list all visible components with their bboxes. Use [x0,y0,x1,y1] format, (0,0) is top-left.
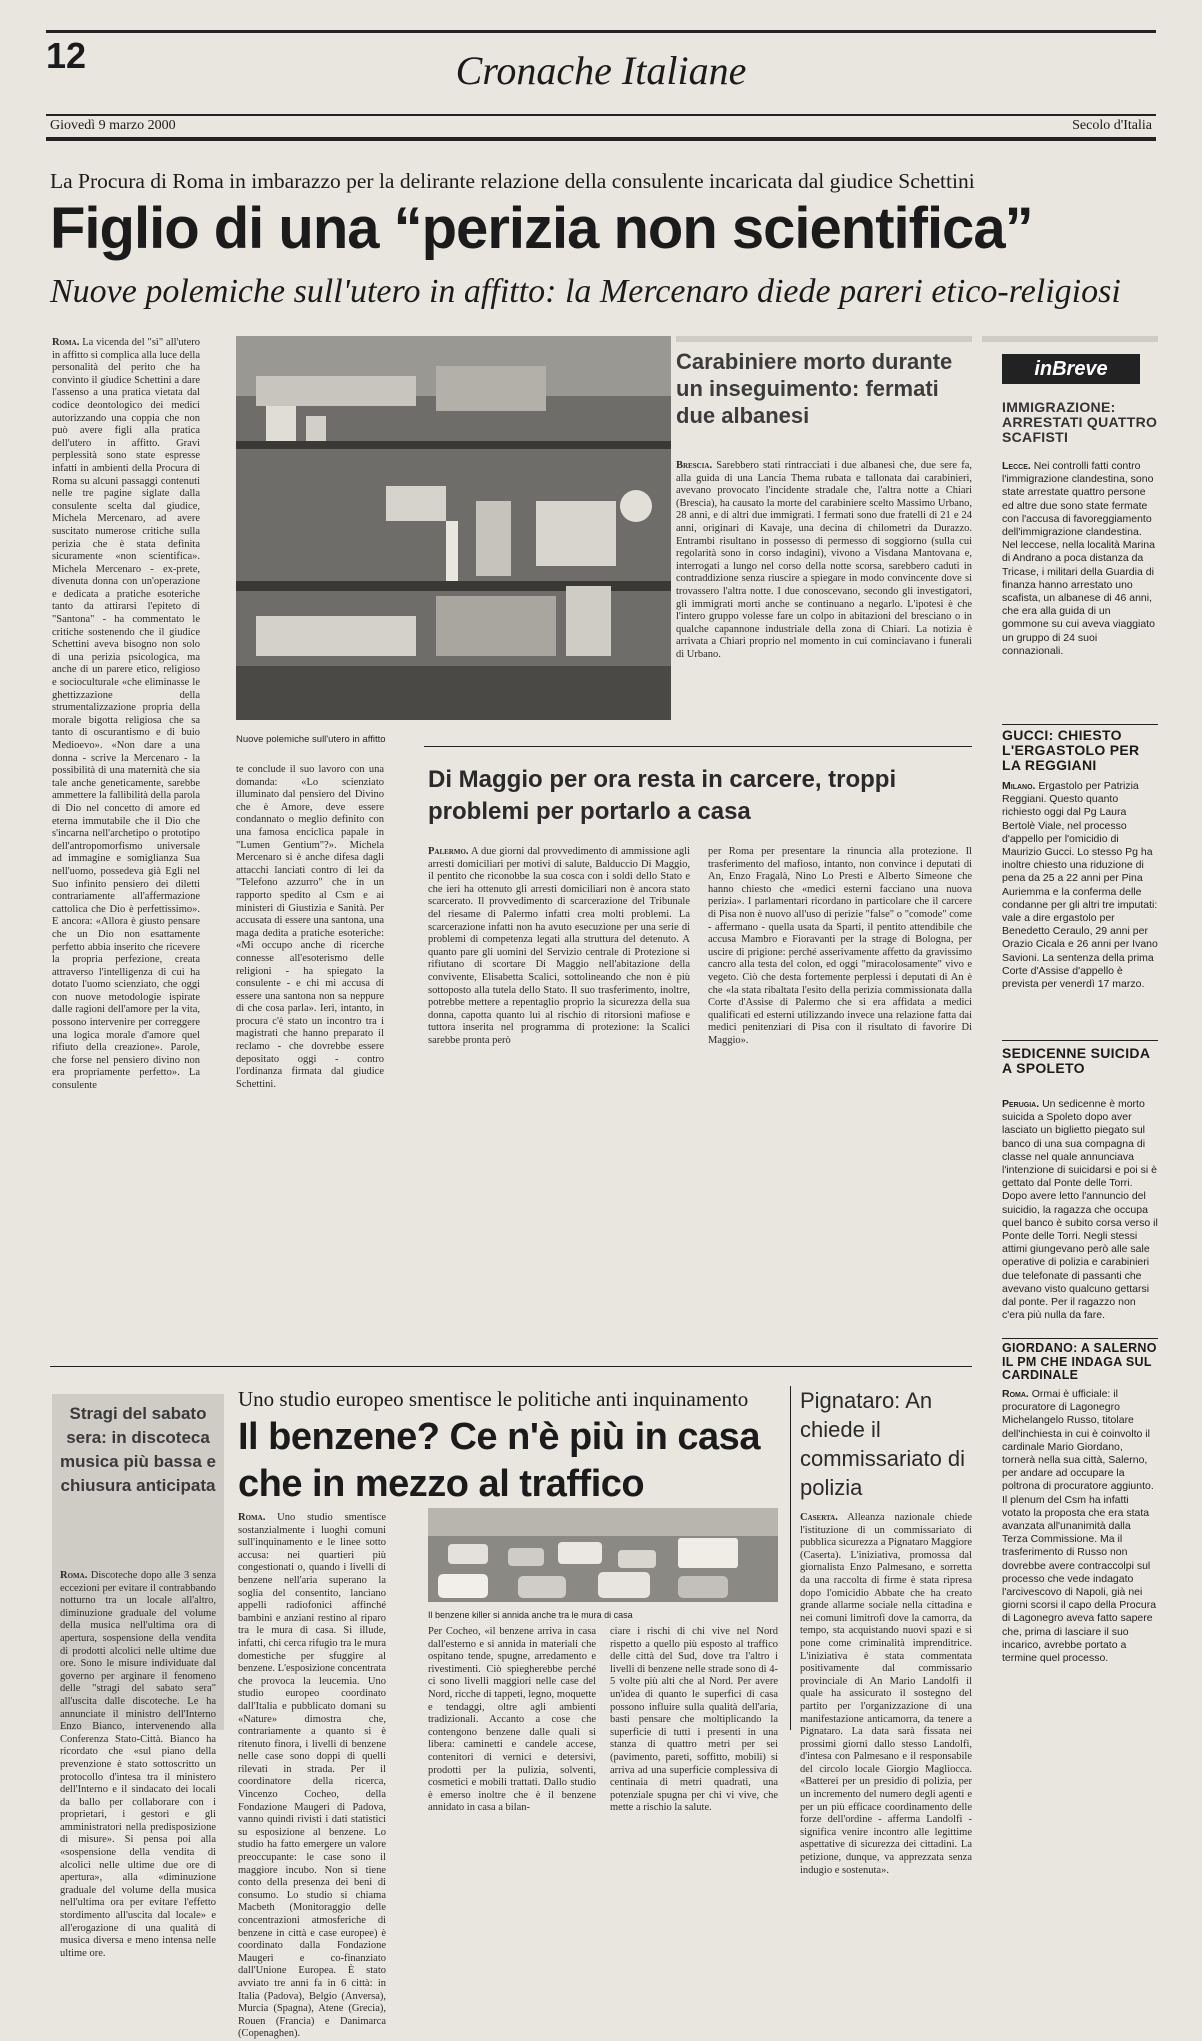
brief-title-3: SEDICENNE SUICIDA A SPOLETO [1002,1045,1150,1076]
lead-text-col1: La vicenda del "sì" all'utero in affitto si complica alla luce della personalità del perito che ha convinto il giudice Schettini a dare l'assenso a una pratica vietata dal codice deontologico dei medici autorizzando una coppia che non può avere figli alla pratica dell'utero in affitto. Gravi perplessità sono state espresse infatti in ambienti della Procura di Roma su alcuni passaggi contenuti nelle tre pagine siglate dalla consulente scelta dal giudice, Michela Mercenaro, ad avere suscitato numerose critiche sulla perizia che è stata definita sicuramente «non scientifica». Michela Mercenaro - ex-prete, divenuta donna con un'operazione e dedicata a pratiche esoteriche tanto da attirarsi l'epiteto di "Santona" - ha commentato le critiche sostenendo che il giudice Schettini aveva bisogno non solo di una perizia psicologica, ma anche di un parere etico, religioso e socioculturale «che eliminasse le ghettizzazione della strumentalizzazione propria della morale bigotta religiosa che sa tanto di oscurantismo e di buio Medioevo». «Non dare a una donna - scrive la Mercenaro - la possibilità di una maternità che sia tale anche geneticamente, sarebbe ammettere la fallibilità della parola di Dio nel concetto di amore ed eterna immutabile che il Dio che s'incarna nell'archetipo o prototipo dell'antropomorfismo universale ad immagine e somiglianza Sua nell'uomo, possedeva già Egli nel Suo infinito pensiero dei diletti contrariamente all'affermazione cattolica che Dio è perfettissimo». E ancora: «Allora è giusto pensare che un Dio non esattamente perfetto abbia inserito che ricevere la propria perfezione, creata attraverso l'intelligenza di cui ha dotato l'uomo scienziato, che oggi con nuove metodologie ispirate dalle ragioni dell'amore per la vita, possono intervenire per correggere una logica morale d'amore quel rifiuto della creazione». Parole, che forse nel pensiero divino non era propriamente perfetto». La consulente [52,337,200,1092]
issue-date: Giovedì 9 marzo 2000 [50,118,176,133]
benzene-photo-caption: Il benzene killer si annida anche tra le mura di casa [428,1610,633,1620]
masthead-rule [46,114,1156,116]
brief-dateline-4: Roma. [1002,1388,1029,1400]
brief-divider-2 [1002,1040,1158,1041]
masthead-bottom-rule [46,137,1156,141]
brief-divider-3 [1002,1338,1158,1339]
brief-divider-1 [1002,724,1158,725]
stragi-dateline: Roma. [60,1570,88,1581]
lead-photo [236,336,671,720]
inbreve-top-rule [982,336,1158,342]
brief-text-2: Ergastolo per Patrizia Reggiani. Questo quanto richiesto oggi dal Pg Laura Bertolè Viale, nel processo d'appello per l'omicidio di Maurizio Gucci. Lo stesso Pg ha inoltre chiesto una riduzione di pena da 25 a 22 anni per Pina Auriemma e la conferma delle condanne per gli altri tre imputati: vale a dire ergastolo per Benedetto Ceraulo, 29 anni per Orazio Cicala e 26 anni per Ivano Savioni. La sentenza della prima Corte d'Assise d'appello è prevista per venerdì 17 marzo. [1002,780,1158,991]
carabiniere-text: Sarebbero stati rintracciati i due albanesi che, due sere fa, alla guida di una Lancia Thema rubata e tallonata dai carabinieri, avevano provocato l'incidente stradale che, l'altra notte a Chiari (Brescia), ha causato la morte del carabiniere scelto Massimo Urbano, 28 anni, e di altri due immigrati. I fermati sono due fratelli di 21 e 24 anni, originari di Kavaje, una decina di chilometri da Durazzo. Entrambi risultano in possesso di permesso di soggiorno (sulla cui regolarità sono in corso indagini), vivono a Visdana Mantovana e, interrogati a lungo nel corso della notte scorsa, sarebbero caduti in contraddizione senza riuscire a spiegare in modo convincente dove si trovassero l'altra notte. I due conoscevano, secondo gli investigatori, gli immigrati morti anche se continuano a negarlo. L'ipotesi è che l'intero gruppo volesse fare un colpo in abitazioni del bresciano o in qualche capannone industriale della zona di Chiari. La notizia è arrivata a Chiari proprio nel momento in cui cominciavano i funerali di Urbano. [676,460,972,660]
traffic-photo [428,1508,778,1602]
pignataro-article [800,1512,973,1876]
benzene-text-col1: Uno studio smentisce sostanzialmente i luoghi comuni sull'inquinamento e le linee sotto accusa: nei quartieri più congestionati o, quando i livelli di benzene nell'aria superano la soglia del consentito, lanciano appelli radiofonici affinché bambini e anziani restino al riparo tra le mura di casa. Si illude, infatti, chi cerca rifugio tra le mura domestiche per sfuggire al benzene. L'esposizione concentrata che provoca la leucemia. Uno studio europeo coordinato dall'Italia e pubblicato domani su «Nature» dimostra che, contrariamente a quanto si è ritenuto finora, i livelli di benzene nelle case sono doppi di quelli rilevati in strada. Per il coordinatore della ricerca, Vincenzo Cocheo, della Fondazione Maugeri di Padova, vanno quindi rivisti i dati statistici su esposizione al benzene. Lo studio ha fatto emergere un valore preoccupante: le case sono il maggiore incubo. Non si tiene conto della presenza dei beni di consumo. Lo studio si chiama Macbeth (Monitoraggio delle concentrazioni atmosferiche di benzene in città e case europee) è coordinato dalla Fondazione Maugeri e co-finanziato dall'Unione Europea. È stato avviato tre anni fa in 6 città: in Italia (Padova), Belgio (Anversa), Murcia (Spagna), Atene (Grecia), Rouen (Francia) e Danimarca (Copenaghen). [238,1512,386,2040]
brief-title-2: GUCCI: CHIESTO L'ERGASTOLO PER LA REGGIANI [1002,727,1140,773]
benzene-article-col2 [428,1626,596,1814]
pignataro-dateline: Caserta. [800,1512,838,1523]
carabiniere-headline: Carabiniere morto durante un inseguimento: fermati due albanesi [676,349,953,428]
dimaggio-text-col1: A due giorni dal provvedimento di ammissione agli arresti domiciliari per motivi di salute, Balduccio Di Maggio, il pentito che riconobbe la sua cosca con i soldi dello Stato e che ieri ha ottenuto gli arresti domiciliari non è ancora stato scarcerato. Il provvedimento di scarcerazione del Tribunale del riesame di Palermo infatti crea molti problemi. La scarcerazione infatti non ha avuto esecuzione per una serie di problemi di competenza legati alla struttura del detenuto. A quanto pare gli uomini del Servizio centrale di Protezione si rifiutano di scortare Di Maggio nell'abitazione della convivente, Elisabetta Scalici, sottolineando che non è più sottoposto alla tutela dello Stato. Il suo trasferimento, inoltre, potrebbe mettere a repentaglio proprio la sicurezza della sua donna, capotta quanto lui al rischio di ritorsioni mafiose e tuttora inserita nel programma di protezione: la Scalici sarebbe pronta però [428,846,691,1046]
brief-title-4: GIORDANO: A SALERNO IL PM CHE INDAGA SUL CARDINALE [1002,1341,1157,1382]
benzene-headline: Il benzene? Ce n'è più in casa che in mezzo al traffico [238,1416,760,1505]
brief-article-2 [1002,780,1158,1030]
lead-article-col2 [236,764,384,1356]
benzene-text-col2: Per Cocheo, «il benzene arriva in casa dall'esterno e si annida in materiali che ospitano tende, spugne, arredamento e rivestimenti. Ciò spiegherebbe perché ci sono livelli maggiori nelle case del Nord, ricche di tappeti, legno, moquette e tendaggi, oltre agli ambienti tradizionali. Accanto a cose che contengono benzene dalle quali si libera: caminetti e candele accese, contenitori di vernici e detersivi, prodotti per la pulizia, solventi, cosmetici e mobili trattati. Dallo studio è emerso inoltre che è il benzene annidato in casa a bilan- [428,1626,596,1814]
benzene-dateline: Roma. [238,1512,266,1523]
pignataro-text: Alleanza nazionale chiede l'istituzione di un commissariato di pubblica sicurezza a Pignataro Maggiore (Caserta). L'iniziativa, promossa dal giornalista Enzo Palmesano, e sorretta da una raccolta di firme è stata ripresa dopo l'omicidio Abbate che ha creato grande allarme sociale nella cittadina e nei comuni limitrofi dove la camorra, da tempo, sta acquistando nuovi spazi e si pone come criminalità imprenditrice. L'iniziativa è stata commentata positivamente dal commissario provinciale di An Mario Landolfi il quale ha assicurato il sostegno del partito per l'organizzazione di una manifestazione anticamorra, da tenere a Pignataro. La data sarà fissata nei prossimi giorni dallo stesso Landolfi, d'intesa con Palmesano e il responsabile del circolo locale Giorgio Magliocca. «Batterei per un presidio di polizia, per un incremento del numero degli agenti e per un più efficace coordinamento delle forze dell'ordine - afferma Landolfi - significa venire incontro alle legittime aspettative di sicurezza dei cittadini. La petizione, dunque, va apprezzata senza indugio e sostenuta». [800,1512,973,1876]
brief-text-4: Ormai è ufficiale: il procuratore di Lagonegro Michelangelo Russo, titolare dell'inchiesta in cui è coinvolto il cardinale Mario Giordano, tornerà nella sua città, Salerno, per andare ad occupare la poltrona di procuratore aggiunto. Il plenum del Csm ha infatti votato la proposta che era stata avanzata all'unanimità dalla Terza Commissione. Ma il trasferimento di Russo non dovrebbe avere contraccolpi sul processo che vede indagato l'arcivescovo di Napoli, già nei giorni scorsi il capo della Procura di Lagonegro aveva fatto sapere che, prima di lasciare il suo incarico, avrebbe portato a termine quel processo. [1002,1388,1157,1665]
lead-kicker: La Procura di Roma in imbarazzo per la delirante relazione della consulente incaricata dal giudice Schettini [50,169,975,193]
brief-dateline-1: Lecce. [1002,460,1031,472]
dimaggio-article-col2 [708,846,972,1356]
pignataro-column-rule [790,1386,791,1730]
brief-dateline-2: Milano. [1002,780,1036,792]
newspaper-name: Secolo d'Italia [1072,118,1152,133]
lead-dateline: Roma. [52,337,80,348]
page-number: 12 [46,35,87,76]
carabiniere-dateline: Brescia. [676,460,713,471]
section-title: Cronache Italiane [455,48,747,93]
benzene-article-col1 [238,1512,386,2040]
brief-text-1: Nei controlli fatti contro l'immigrazione clandestina, sono state arrestate quattro persone ed altre due sono state fermate con l'accusa di favoreggiamento dell'immigrazione clandestina. Nel leccese, nella località Marina di Andrano a poca distanza da Tricase, i militari della Guardia di finanza hanno arrestato uno scafista, un albanese di 46 anni, che era alla guida di un gommone su cui aveva viaggiato un gruppo di 24 suoi connazionali. [1002,460,1155,657]
brief-article-1 [1002,460,1158,720]
dimaggio-article-col1 [428,846,690,1356]
top-rule [46,30,1156,33]
dimaggio-top-rule [424,746,972,747]
brief-dateline-3: Perugia. [1002,1098,1040,1110]
carabiniere-top-rule [676,336,972,342]
inbreve-logo: inBreve [1002,354,1140,384]
lower-section-rule [50,1366,972,1367]
benzene-kicker: Uno studio europeo smentisce le politiche anti inquinamento [238,1387,749,1411]
lead-photo-caption: Nuove polemiche sull'utero in affitto [236,734,386,745]
brief-text-3: Un sedicenne è morto suicida a Spoleto dopo aver lasciato un biglietto piegato sul banco di una sua compagna di classe nel quale annunciava l'intenzione di suicidarsi e poi si è gettato dal Ponte delle Torri. Dopo avere letto l'annuncio del suicidio, la ragazza che occupa quel banco è subito corsa verso il Ponte delle Torri. Negli stessi attimi giungevano però alle sale operative di polizia e carabinieri due telefonate di passanti che avevano visto qualcuno gettarsi dal ponte. Per il ragazzo non c'era più nulla da fare. [1002,1098,1158,1322]
dimaggio-headline: Di Maggio per ora resta in carcere, troppi problemi per portarlo a casa [428,766,897,825]
brief-article-3 [1002,1098,1158,1338]
benzene-text-col3: ciare i rischi di chi vive nel Nord rispetto a quello più esposto al traffico delle città del Sud, dove tra l'altro i livelli di benzene nelle strade sono di 4-5 volte più alti che al Nord. Per avere un'idea di quanto le superfici di casa possono influire sulla qualità dell'aria, basti pensare che moltiplicando la superficie di tutti i presenti in una stanza di quattro metri per sei (pavimento, pareti, soffitto, mobili) si arriva ad una superficie complessiva di centinaia di metri quadrati, una potenziale spugna per chi vi vive, che mette a rischio la salute. [610,1626,778,1814]
lead-article-col1 [52,337,200,1357]
laboratory-photo [236,336,671,720]
lead-text-col2: te conclude il suo lavoro con una domanda: «Lo scienziato illuminato dal pensiero del Divino che è Amore, deve essere condannato o meglio definito con una famosa enciclica papale in "Lumen Gentium"?». Michela Mercenaro si è anche difesa dagli attacchi lanciati contro di lei da "Telefono azzurro" che in un rapporto spedito al Csm e ai ministeri di Giustizia e Sanità. Per accusata di essere una santona, una maga dedita a pratiche esoteriche: «Mi occupo anche di ricerche connesse all'esoterismo delle religioni - ha spiegato la consulente - e chi mi accusa di essere una santona non sa neppure di che cosa parla». Ieri, intanto, in procura c'è stato un incontro tra i magistrati che hanno preparato il reclamo - che dovrebbe essere depositato oggi - contro l'ordinanza firmata dal giudice Schettini. [236,764,384,1090]
stragi-headline: Stragi del sabato sera: in discoteca musica più bassa e chiusura anticipata [60,1404,216,1495]
benzene-photo [428,1508,778,1602]
dimaggio-text-col2: per Roma per presentare la rinuncia alla protezione. Il trasferimento del mafioso, intanto, non convince i deputati di An, Enzo Fragalà, Nino Lo Presti e Alberto Simeone che hanno chiesto che «medici esterni facciano una nuova perizia». I parlamentari ricordano in particolare che il carcere di Pisa non è nuovo all'uso di perizie "false" o "comode" come - affermano - quella usata da Sparti, il pentito attendibile che accusa Mambro e Fioravanti per la strage di Bologna, per uscire di prigione: perché asserivamente affetto da gravissimo cancro alla testa del colon, ed oggi "miracolosamente" vivo e vegeto. Ciò che desta fortemente perplessi i deputati di An è che «la stata ribaltata l'esito della perizia commissionata dalla Corte d'Assise di Palermo che si era affidata a medici qualificati ed esterni utilizzando invece una relazione fatta dai medici penitenziari di Pisa con il risultato di favorire Di Maggio». [708,846,972,1046]
lead-subheadline: Nuove polemiche sull'utero in affitto: la Mercenaro diede pareri etico-religiosi [50,273,1121,310]
lead-headline: Figlio di una “perizia non scientifica” [50,196,1033,261]
pignataro-headline: Pignataro: An chiede il commissariato di polizia [800,1388,966,1500]
benzene-article-col3 [610,1626,778,1814]
dimaggio-dateline: Palermo. [428,846,469,857]
carabiniere-article [676,460,972,726]
stragi-article [60,1570,217,1959]
stragi-text: Discoteche dopo alle 3 senza eccezioni per evitare il contrabbando notturno tra un locale all'altro, diminuzione graduale del volume della musica nell'ultima ora di apertura, sospensione della vendita di prodotti alcolici nelle ultime due ore. Sono le misure individuate dal governo per arginare il fenomeno delle "stragi del sabato sera" all'uscita dalle discoteche. Le ha annunciate il ministro dell'Interno Enzo Bianco, intervenendo alla Conferenza Stato-Città. Bianco ha ricordato che «sul piano della prevenzione è stato sottoscritto un protocollo d'intesa tra il ministero dell'Interno e il sindacato dei locali da ballo per collaborare con i proprietari, i gestori e gli amministratori nella predisposizione di misure». Si pensa poi alla «sospensione della vendita di alcolici nelle ultime due ore di apertura», alla «diminuzione graduale del volume della musica nell'ultima ora per evitare l'effetto stordimento all'uscita dal locale» e all'erogazione di una qualità di musica diversa e meno intensa nelle ultime ore. [60,1570,217,1959]
brief-title-1: IMMIGRAZIONE: ARRESTATI QUATTRO SCAFISTI [1002,399,1158,445]
brief-article-4 [1002,1388,1158,1724]
